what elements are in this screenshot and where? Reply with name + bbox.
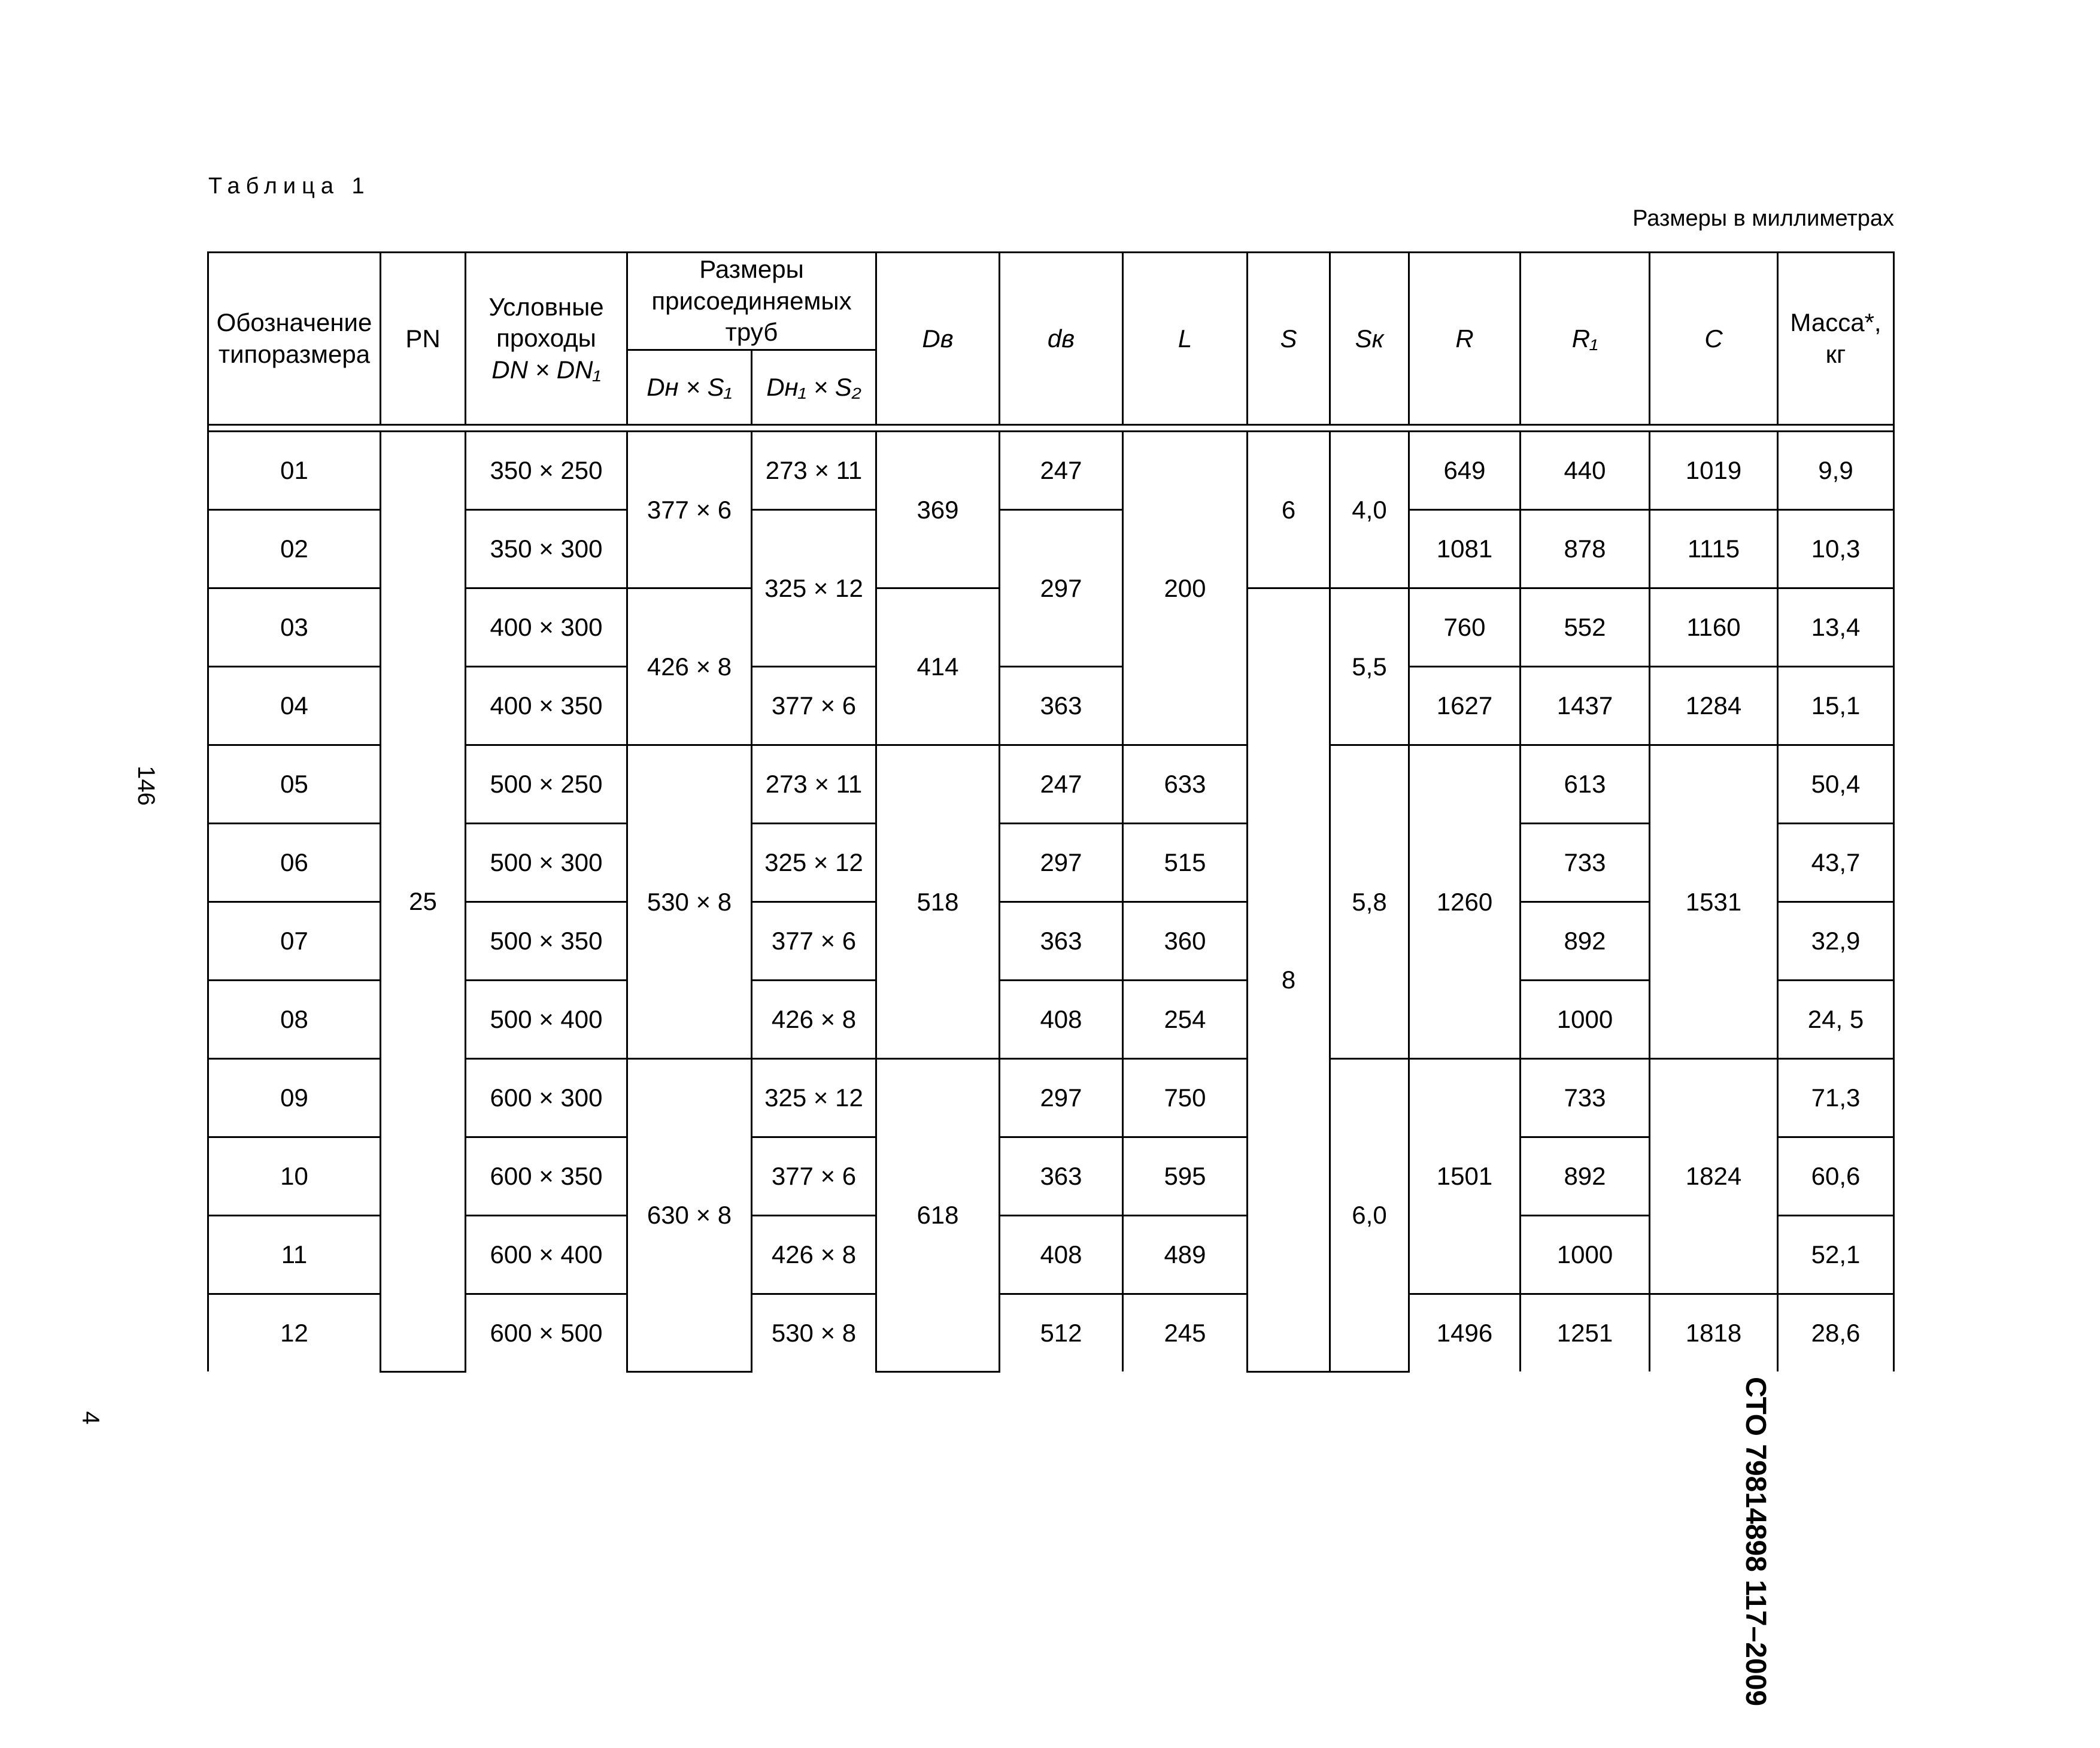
header-r: R (1409, 253, 1521, 425)
header-mass: Масса*, кг (1778, 253, 1894, 425)
cell-mass: 28,6 (1778, 1294, 1894, 1372)
cell-designation: 02 (208, 510, 381, 588)
header-dv-small: dв (1000, 253, 1123, 425)
cell-c: 1115 (1650, 510, 1778, 588)
cell-designation: 05 (208, 745, 381, 824)
cell-dh1-s2: 325 × 12 (752, 824, 876, 902)
cell-mass: 60,6 (1778, 1137, 1894, 1216)
cell-dn: 600 × 500 (466, 1294, 627, 1372)
cell-mass: 52,1 (1778, 1216, 1894, 1294)
cell-s: 8 (1248, 588, 1330, 1372)
cell-designation: 12 (208, 1294, 381, 1372)
page-number: 4 (77, 1411, 104, 1425)
cell-mass: 15,1 (1778, 667, 1894, 745)
cell-dv-small: 512 (1000, 1294, 1123, 1372)
cell-r1: 1437 (1521, 667, 1650, 745)
cell-c: 1284 (1650, 667, 1778, 745)
cell-sk: 4,0 (1330, 432, 1409, 588)
cell-r: 1501 (1409, 1059, 1521, 1294)
cell-dn: 400 × 350 (466, 667, 627, 745)
cell-dn: 600 × 350 (466, 1137, 627, 1216)
cell-dv-small: 363 (1000, 902, 1123, 981)
cell-dh-s1: 426 × 8 (627, 588, 752, 745)
cell-mass: 50,4 (1778, 745, 1894, 824)
table-caption: Таблица 1 (208, 174, 371, 199)
cell-dn: 500 × 250 (466, 745, 627, 824)
cell-dh1-s2: 426 × 8 (752, 1216, 876, 1294)
document-code: СТО 79814898 117–2009 (1740, 1377, 1771, 1707)
cell-dh1-s2: 273 × 11 (752, 432, 876, 510)
header-pipe-sizes: Размеры присоединяемых труб (627, 253, 876, 350)
cell-c: 1019 (1650, 432, 1778, 510)
cell-mass: 10,3 (1778, 510, 1894, 588)
cell-r1: 552 (1521, 588, 1650, 667)
cell-designation: 03 (208, 588, 381, 667)
cell-dv: 414 (876, 588, 1000, 745)
cell-dh1-s2: 325 × 12 (752, 510, 876, 667)
cell-mass: 43,7 (1778, 824, 1894, 902)
cell-dv: 369 (876, 432, 1000, 588)
header-dv: Dв (876, 253, 1000, 425)
cell-dv-small: 297 (1000, 510, 1123, 667)
cell-dv-small: 297 (1000, 1059, 1123, 1137)
cell-mass: 24, 5 (1778, 981, 1894, 1059)
cell-dn: 350 × 250 (466, 432, 627, 510)
cell-dv-small: 247 (1000, 745, 1123, 824)
cell-l: 489 (1123, 1216, 1248, 1294)
header-s: S (1248, 253, 1330, 425)
header-c: C (1650, 253, 1778, 425)
cell-dv-small: 247 (1000, 432, 1123, 510)
cell-dh1-s2: 325 × 12 (752, 1059, 876, 1137)
header-nominal-bore (466, 253, 627, 425)
cell-r1: 613 (1521, 745, 1650, 824)
cell-dv-small: 363 (1000, 1137, 1123, 1216)
header-nominal-bore-formula: DN × DN₁ (491, 355, 601, 384)
cell-r1: 1000 (1521, 1216, 1650, 1294)
cell-c: 1160 (1650, 588, 1778, 667)
cell-dv-small: 408 (1000, 1216, 1123, 1294)
cell-dn: 600 × 400 (466, 1216, 627, 1294)
cell-sk: 6,0 (1330, 1059, 1409, 1372)
cell-r1: 733 (1521, 824, 1650, 902)
header-separator (208, 425, 1894, 432)
cell-r1: 733 (1521, 1059, 1650, 1137)
cell-dv: 618 (876, 1059, 1000, 1372)
cell-dh-s1: 530 × 8 (627, 745, 752, 1059)
cell-r1: 1000 (1521, 981, 1650, 1059)
cell-dv-small: 363 (1000, 667, 1123, 745)
cell-l: 515 (1123, 824, 1248, 902)
cell-r: 649 (1409, 432, 1521, 510)
header-nominal-bore-label: Условные проходы (488, 292, 604, 353)
cell-dh-s1: 377 × 6 (627, 432, 752, 588)
cell-mass: 71,3 (1778, 1059, 1894, 1137)
header-l: L (1123, 253, 1248, 425)
page-number-rotated: 146 (132, 766, 159, 806)
cell-l: 245 (1123, 1294, 1248, 1372)
cell-dh1-s2: 273 × 11 (752, 745, 876, 824)
cell-sk: 5,5 (1330, 588, 1409, 745)
cell-r1: 1251 (1521, 1294, 1650, 1372)
cell-designation: 10 (208, 1137, 381, 1216)
cell-dn: 350 × 300 (466, 510, 627, 588)
cell-designation: 07 (208, 902, 381, 981)
cell-designation: 06 (208, 824, 381, 902)
cell-designation: 04 (208, 667, 381, 745)
header-r1: R₁ (1521, 253, 1650, 425)
cell-r1: 878 (1521, 510, 1650, 588)
cell-dn: 500 × 300 (466, 824, 627, 902)
cell-r: 1627 (1409, 667, 1521, 745)
cell-l: 360 (1123, 902, 1248, 981)
header-dh-s1: Dн × S₁ (627, 350, 752, 425)
cell-designation: 08 (208, 981, 381, 1059)
cell-l: 595 (1123, 1137, 1248, 1216)
cell-dh1-s2: 377 × 6 (752, 1137, 876, 1216)
header-designation: Обозначение типоразмера (208, 253, 381, 425)
cell-s: 6 (1248, 432, 1330, 588)
cell-mass: 9,9 (1778, 432, 1894, 510)
cell-dn: 600 × 300 (466, 1059, 627, 1137)
header-pn: PN (381, 253, 466, 425)
cell-designation: 11 (208, 1216, 381, 1294)
cell-dv-small: 408 (1000, 981, 1123, 1059)
cell-dh1-s2: 377 × 6 (752, 902, 876, 981)
cell-mass: 13,4 (1778, 588, 1894, 667)
cell-designation: 09 (208, 1059, 381, 1137)
cell-c: 1818 (1650, 1294, 1778, 1372)
cell-l: 254 (1123, 981, 1248, 1059)
cell-l: 750 (1123, 1059, 1248, 1137)
dimensions-table (207, 251, 1895, 1373)
units-note: Размеры в миллиметрах (1632, 206, 1894, 231)
cell-r: 1081 (1409, 510, 1521, 588)
cell-pn: 25 (381, 432, 466, 1372)
cell-l: 633 (1123, 745, 1248, 824)
cell-dv-small: 297 (1000, 824, 1123, 902)
cell-dh1-s2: 530 × 8 (752, 1294, 876, 1372)
table-row (208, 432, 1894, 510)
cell-dn: 400 × 300 (466, 588, 627, 667)
cell-dn: 500 × 400 (466, 981, 627, 1059)
cell-r: 1496 (1409, 1294, 1521, 1372)
cell-r1: 440 (1521, 432, 1650, 510)
cell-c: 1531 (1650, 745, 1778, 1059)
cell-dh-s1: 630 × 8 (627, 1059, 752, 1372)
cell-r: 760 (1409, 588, 1521, 667)
cell-mass: 32,9 (1778, 902, 1894, 981)
cell-dh1-s2: 377 × 6 (752, 667, 876, 745)
cell-dn: 500 × 350 (466, 902, 627, 981)
cell-r: 1260 (1409, 745, 1521, 1059)
cell-sk: 5,8 (1330, 745, 1409, 1059)
cell-r1: 892 (1521, 902, 1650, 981)
cell-l: 200 (1123, 432, 1248, 745)
cell-c: 1824 (1650, 1059, 1778, 1294)
cell-r1: 892 (1521, 1137, 1650, 1216)
cell-dv: 518 (876, 745, 1000, 1059)
header-sk: Sк (1330, 253, 1409, 425)
header-dh1-s2: Dн₁ × S₂ (752, 350, 876, 425)
cell-dh1-s2: 426 × 8 (752, 981, 876, 1059)
cell-designation: 01 (208, 432, 381, 510)
